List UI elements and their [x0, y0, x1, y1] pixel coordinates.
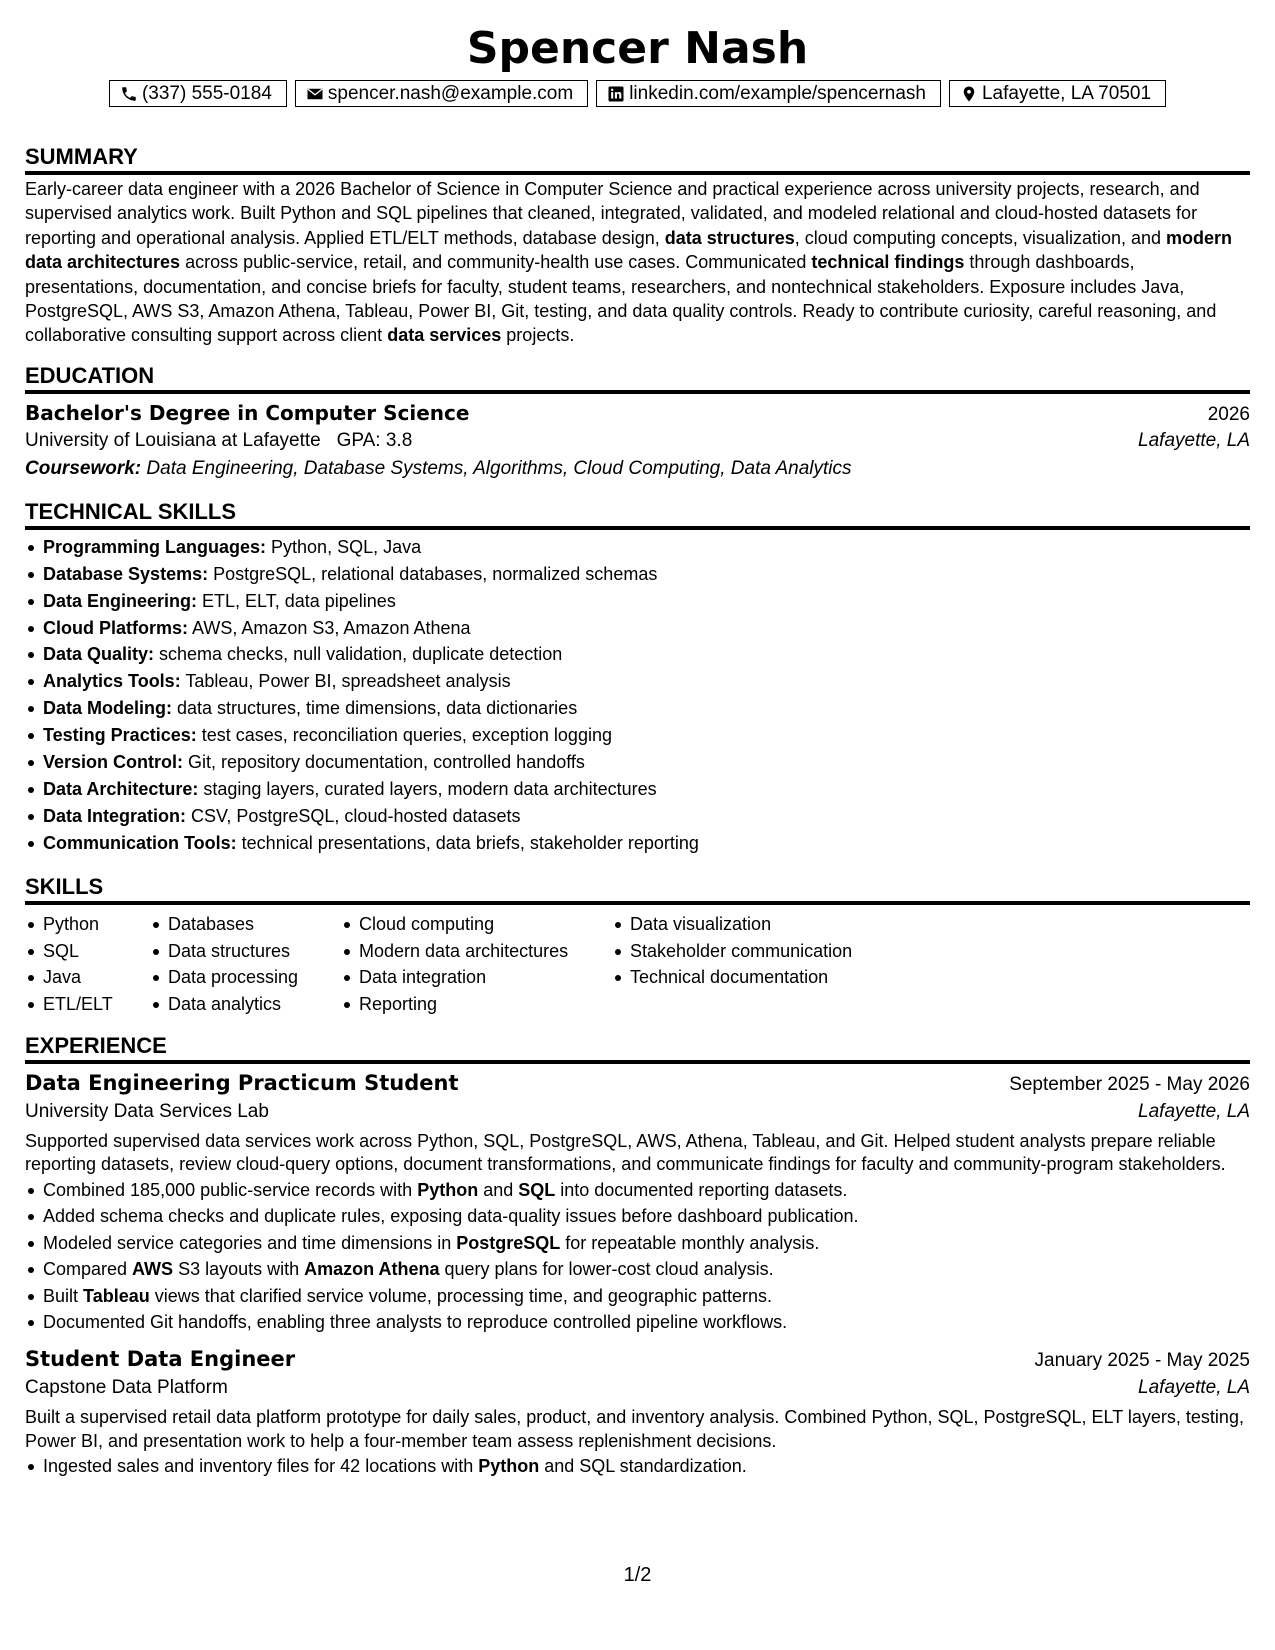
- skill-item: Data analytics: [168, 991, 341, 1018]
- emphasis-text: data structures: [664, 227, 795, 248]
- page-number: 1/2: [623, 1564, 652, 1586]
- job-organization: University Data Services Lab: [25, 1100, 269, 1122]
- emphasis-text: Amazon Athena: [304, 1259, 440, 1280]
- skill-item: Python: [43, 911, 150, 938]
- text-run: and: [478, 1179, 519, 1200]
- phone-icon: [120, 85, 138, 103]
- skills-column: [341, 911, 612, 1018]
- skill-category: Testing Practices:: [43, 725, 197, 746]
- skill-item: Cloud computing: [359, 911, 612, 938]
- skill-category: Cloud Platforms:: [43, 617, 189, 638]
- job-header-row: [25, 1347, 1250, 1372]
- skill-values: Python, SQL, Java: [266, 536, 422, 557]
- job-bullet: [43, 1453, 1250, 1479]
- skill-item: Data integration: [359, 964, 612, 991]
- skills-heading: SKILLS: [25, 873, 1250, 905]
- text-run: Built: [43, 1285, 84, 1306]
- technical-skills-list: [25, 534, 1250, 857]
- location-text: Lafayette, LA 70501: [981, 82, 1152, 104]
- emphasis-text: SQL: [518, 1179, 556, 1200]
- linkedin-text: linkedin.com/example/spencernash: [629, 82, 926, 104]
- emphasis-text: Tableau: [83, 1285, 150, 1306]
- job-location: Lafayette, LA: [1138, 1377, 1250, 1399]
- job-header-row: [25, 1071, 1250, 1096]
- emphasis-text: AWS: [132, 1259, 174, 1280]
- contact-phone: [109, 80, 287, 107]
- skill-category: Programming Languages:: [43, 536, 267, 557]
- text-run: Documented Git handoffs, enabling three analysts to reproduce controlled pipeline workflows.: [43, 1311, 788, 1332]
- job-description: Supported supervised data services work across Python, SQL, PostgreSQL, AWS, Athena, Tableau, and Git. Helped student analysts prepare reliable reporting datasets, review cloud-query options, document transformations, and communicate findings for faculty and community-program stakeholders.: [25, 1130, 1226, 1175]
- degree-name: Bachelor's Degree in Computer Science: [25, 400, 470, 425]
- technical-skill-item: [43, 534, 1250, 561]
- skill-item: Reporting: [359, 991, 612, 1018]
- job-bullets: [25, 1177, 1250, 1335]
- school-name: University of Louisiana at Lafayette: [25, 429, 321, 451]
- job-description: Built a supervised retail data platform prototype for daily sales, product, and inventory analysis. Combined Python, SQL, PostgreSQL, ELT layers, testing, Power BI, and presentation work to help a four-member team assess replenishment decisions.: [25, 1407, 1244, 1451]
- skill-category: Communication Tools:: [43, 832, 237, 853]
- skill-category: Analytics Tools:: [43, 671, 181, 692]
- skill-values: test cases, reconciliation queries, exception logging: [196, 725, 612, 746]
- job-bullet: [43, 1177, 1250, 1203]
- coursework-label: Coursework:: [25, 457, 142, 479]
- skill-category: Data Integration:: [43, 805, 187, 826]
- text-run: S3 layouts with: [173, 1259, 305, 1280]
- school-location: Lafayette, LA: [1138, 429, 1250, 451]
- skill-values: PostgreSQL, relational databases, normalized schemas: [208, 563, 658, 584]
- job-location: Lafayette, LA: [1138, 1100, 1250, 1122]
- technical-skill-item: [43, 830, 1250, 857]
- skill-values: Git, repository documentation, controlled handoffs: [183, 752, 585, 773]
- experience-heading: EXPERIENCE: [25, 1032, 1250, 1064]
- job-bullet: [43, 1309, 1250, 1335]
- technical-skills-section: [25, 498, 1250, 857]
- technical-skill-item: [43, 641, 1250, 668]
- text-run: through dashboards, presentations, documentation, and concise briefs for faculty, student teams, researchers, and nontechnical stakeholders. Exposure includes Java, PostgreSQL, AWS S3, Amazon Athena, Tableau, Power BI, Git, testing, and data quality controls. Ready to contribute curiosity, careful reasoning, and collaborative consulting support across client: [25, 252, 1217, 346]
- email-text: spencer.nash@example.com: [327, 82, 574, 104]
- job-bullets: [25, 1453, 1250, 1479]
- text-run: Early-career data engineer with a 2026 Bachelor of Science in Computer Science and practical experience across university projects, research, and supervised analytics work. Built Python and SQL pipelines that cleaned, integrated, validated, and modeled relational and cloud-hosted datasets for reporting and operational analysis. Applied ETL/ELT methods, database design,: [25, 179, 1200, 248]
- text-run: across public-service, retail, and community-health use cases. Communicated: [180, 252, 812, 273]
- technical-skill-item: [43, 749, 1250, 776]
- experience-list: [25, 1071, 1250, 1480]
- skill-item: ETL/ELT: [43, 991, 150, 1018]
- education-row: [25, 401, 1250, 426]
- location-icon: [960, 85, 978, 103]
- technical-skill-item: [43, 615, 1250, 642]
- experience-entry: [25, 1347, 1250, 1479]
- school-info: [25, 430, 412, 452]
- skill-category: Data Quality:: [43, 644, 155, 665]
- skill-item: Modern data architectures: [359, 938, 612, 965]
- text-run: query plans for lower-cost cloud analysis.: [439, 1259, 774, 1280]
- emphasis-text: Python: [417, 1179, 479, 1200]
- job-organization: Capstone Data Platform: [25, 1377, 228, 1399]
- skill-values: Tableau, Power BI, spreadsheet analysis: [180, 671, 511, 692]
- graduation-year: 2026: [1207, 403, 1250, 425]
- text-run: Ingested sales and inventory files for 42 locations with: [43, 1456, 479, 1477]
- experience-section: [25, 1032, 1250, 1480]
- skill-category: Data Engineering:: [43, 590, 198, 611]
- skills-column: [150, 911, 341, 1018]
- education-section: [25, 362, 1250, 480]
- skills-section: [25, 873, 1250, 1018]
- skill-values: staging layers, curated layers, modern data architectures: [198, 779, 657, 799]
- text-run: Modeled service categories and time dimensions in: [43, 1232, 457, 1253]
- emphasis-text: data services: [387, 325, 502, 346]
- skill-values: AWS, Amazon S3, Amazon Athena: [188, 617, 471, 638]
- experience-entry: [25, 1071, 1250, 1335]
- text-run: Added schema checks and duplicate rules, exposing data-quality issues before dashboard publication.: [43, 1206, 859, 1227]
- coursework-line: [25, 458, 1250, 480]
- skills-column: [25, 911, 150, 1018]
- summary-section: [25, 143, 1250, 348]
- candidate-name: Spencer Nash: [466, 23, 809, 74]
- text-run: views that clarified service volume, processing time, and geographic patterns.: [149, 1285, 773, 1306]
- technical-skill-item: [43, 722, 1250, 749]
- emphasis-text: PostgreSQL: [456, 1232, 561, 1253]
- technical-skill-item: [43, 695, 1250, 722]
- job-dates: January 2025 - May 2025: [1034, 1350, 1250, 1372]
- skill-category: Database Systems:: [43, 563, 209, 584]
- phone-text: (337) 555-0184: [141, 82, 272, 104]
- text-run: for repeatable monthly analysis.: [560, 1232, 820, 1253]
- job-org-row: [25, 1377, 1250, 1399]
- job-bullet: [43, 1256, 1250, 1282]
- job-org-row: [25, 1101, 1250, 1123]
- skill-values: CSV, PostgreSQL, cloud-hosted datasets: [186, 805, 521, 826]
- skill-item: Stakeholder communication: [630, 938, 910, 965]
- email-icon: [306, 85, 324, 103]
- job-bullet: [43, 1203, 1250, 1229]
- job-bullet: [43, 1230, 1250, 1256]
- skills-columns: [25, 911, 1250, 1018]
- text-run: Compared: [43, 1259, 133, 1280]
- text-run: Combined 185,000 public-service records with: [43, 1179, 418, 1200]
- contact-email: [295, 80, 588, 107]
- technical-skill-item: [43, 588, 1250, 615]
- emphasis-text: technical findings: [811, 252, 965, 273]
- contact-bar: [25, 80, 1250, 107]
- summary-text: [25, 177, 1250, 348]
- text-run: and SQL standardization.: [539, 1456, 747, 1477]
- skill-item: Java: [43, 964, 150, 991]
- school-row: [25, 430, 1250, 452]
- job-dates: September 2025 - May 2026: [1009, 1073, 1250, 1095]
- emphasis-text: modern data architectures: [25, 227, 1233, 273]
- technical-skills-heading: TECHNICAL SKILLS: [25, 498, 1250, 530]
- skill-item: SQL: [43, 938, 150, 965]
- text-run: projects.: [501, 325, 575, 346]
- skill-category: Version Control:: [43, 752, 184, 773]
- skill-category: Data Architecture:: [43, 779, 199, 799]
- skills-column: [612, 911, 910, 1018]
- contact-linkedin: [596, 80, 941, 107]
- text-run: into documented reporting datasets.: [555, 1179, 848, 1200]
- education-heading: EDUCATION: [25, 362, 1250, 394]
- technical-skill-item: [43, 803, 1250, 830]
- skill-item: Data processing: [168, 964, 341, 991]
- skill-item: Data structures: [168, 938, 341, 965]
- coursework-list: Data Engineering, Database Systems, Algorithms, Cloud Computing, Data Analytics: [146, 457, 852, 479]
- contact-location: [949, 80, 1166, 107]
- linkedin-icon: [607, 85, 625, 103]
- skill-values: ETL, ELT, data pipelines: [197, 590, 396, 611]
- job-bullet: [43, 1283, 1250, 1309]
- skill-values: schema checks, null validation, duplicate detection: [154, 644, 563, 665]
- skill-item: Technical documentation: [630, 964, 910, 991]
- skill-category: Data Modeling:: [43, 698, 172, 719]
- skill-values: data structures, time dimensions, data dictionaries: [172, 698, 578, 719]
- summary-heading: SUMMARY: [25, 143, 1250, 175]
- gpa: GPA: 3.8: [336, 429, 413, 451]
- technical-skill-item: [43, 561, 1250, 588]
- emphasis-text: Python: [478, 1456, 540, 1477]
- job-title: Data Engineering Practicum Student: [25, 1070, 459, 1095]
- job-title: Student Data Engineer: [25, 1347, 296, 1372]
- technical-skill-item: [43, 776, 1250, 803]
- text-run: , cloud computing concepts, visualization, and: [794, 227, 1167, 248]
- skill-values: technical presentations, data briefs, stakeholder reporting: [236, 832, 699, 853]
- skill-item: Databases: [168, 911, 341, 938]
- technical-skill-item: [43, 668, 1250, 695]
- skill-item: Data visualization: [630, 911, 910, 938]
